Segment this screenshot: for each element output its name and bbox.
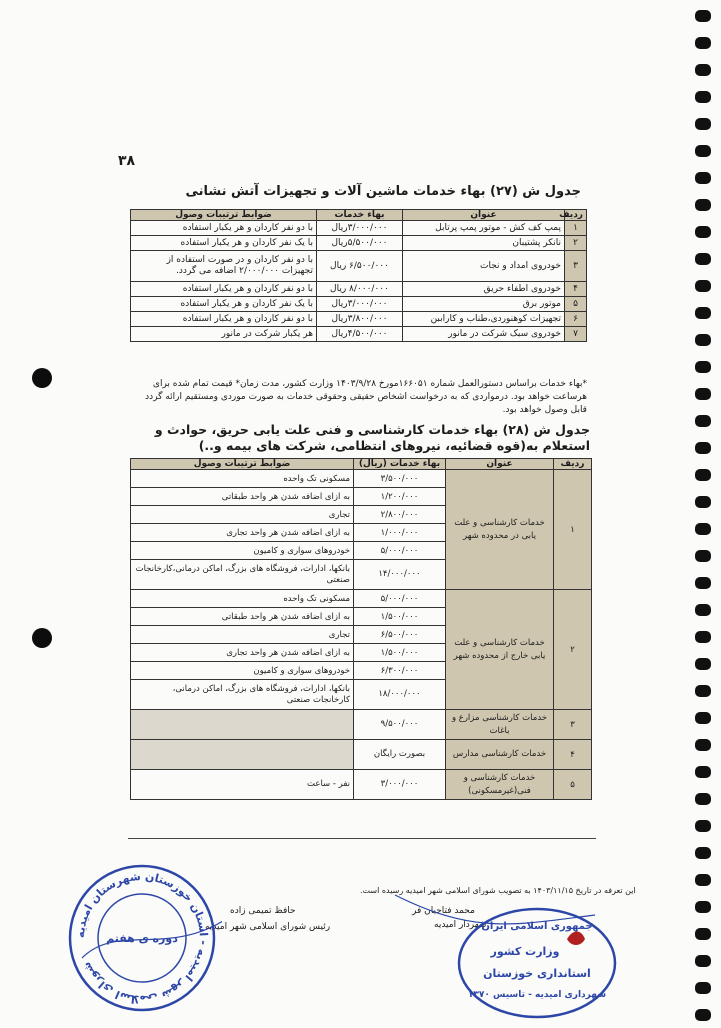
- spiral-loop: [695, 766, 711, 778]
- table27-header: [131, 210, 587, 221]
- spiral-loop: [695, 307, 711, 319]
- row-number: ۳: [565, 251, 587, 282]
- row-price: ۵/۵۰۰/۰۰۰ریال: [317, 236, 403, 251]
- spiral-loop: [695, 550, 711, 562]
- spiral-loop: [695, 253, 711, 265]
- spiral-loop: [695, 793, 711, 805]
- spiral-loop: [695, 145, 711, 157]
- row-title: نانکر پشتیبان: [403, 236, 565, 251]
- spiral-loop: [695, 658, 711, 670]
- row-terms: مسکونی تک واحده: [131, 590, 354, 608]
- row-price: ۱/۲۰۰/۰۰۰: [354, 488, 446, 506]
- table27-note: *بهاء خدمات براساس دستورالعمل شماره ۱۶۶۰۵۱مورخ ۱۴۰۳/۹/۲۸ وزارت کشور، مدت زمان* قیمت تمام شده برای هرساعت خواهد بود. درمواردی که به درخواست اشخاص حقیقی وحقوقی خدمات به صورت موردی ومستقیم ارائه گردد قابل وصول خواهد بود.: [145, 379, 587, 415]
- row-price: ۳/۰۰۰/۰۰۰: [354, 770, 446, 800]
- group-number: ۵: [554, 770, 592, 800]
- spiral-loop: [695, 280, 711, 292]
- table28-header: [131, 459, 592, 470]
- row-price: ۱۴/۰۰۰/۰۰۰: [354, 560, 446, 590]
- row-terms: به ازای اضافه شدن هر واحد طبقاتی: [131, 608, 354, 626]
- row-title: خودروی سبک شرکت در مانور: [403, 327, 565, 342]
- table28-row: [131, 470, 592, 488]
- row-price: ۳/۰۰۰/۰۰۰ریال: [317, 221, 403, 236]
- group-number: ۱: [554, 470, 592, 590]
- table27-row: [131, 297, 587, 312]
- spiral-loop: [695, 388, 711, 400]
- row-price: ۵/۰۰۰/۰۰۰: [354, 590, 446, 608]
- page-number: ۳۸: [118, 153, 136, 169]
- row-price: ۲/۸۰۰/۰۰۰: [354, 506, 446, 524]
- row-terms: تجاری: [131, 506, 354, 524]
- svg-text:وزارت کشور: وزارت کشور: [490, 945, 560, 958]
- spiral-loop: [695, 928, 711, 940]
- spiral-loop: [695, 820, 711, 832]
- mayor-name: محمد فتاحیان فر: [412, 906, 475, 916]
- table28-title: جدول ش (۲۸) بهاء خدمات کارشناسی و فنی علت یابی حریق، حوادث و استعلام به(قوه قضائیه، نیروهای انتظامی، شرکت های بیمه و..): [154, 422, 590, 453]
- table27: [130, 209, 587, 342]
- row-title: موتور برق: [403, 297, 565, 312]
- spiral-loop: [695, 739, 711, 751]
- spiral-loop: [695, 496, 711, 508]
- punch-hole: [32, 368, 52, 388]
- row-number: ۶: [565, 312, 587, 327]
- group-title: خدمات کارشناسی و فنی(غیرمسکونی): [446, 770, 554, 800]
- group-title: خدمات کارشناسی مدارس: [446, 740, 554, 770]
- row-terms: مسکونی تک واحده: [131, 470, 354, 488]
- row-terms: با دو نفر کاردان و هر یکبار استفاده: [131, 312, 317, 327]
- row-price: ۴/۵۰۰/۰۰۰ریال: [317, 327, 403, 342]
- row-terms: خودروهای سواری و کامیون: [131, 542, 354, 560]
- table28-header-cell: عنوان: [446, 459, 554, 470]
- table28-row: [131, 740, 592, 770]
- spiral-loop: [695, 523, 711, 535]
- spiral-loop: [695, 64, 711, 76]
- row-price: ۱۸/۰۰۰/۰۰۰: [354, 680, 446, 710]
- row-price: ۸/۰۰۰/۰۰۰ ریال: [317, 282, 403, 297]
- table27-header-cell: ضوابط ترتیبات وصول: [131, 210, 317, 221]
- row-price: ۹/۵۰۰/۰۰۰: [354, 710, 446, 740]
- table27-title: جدول ش (۲۷) بهاء خدمات ماشین آلات و تجهیزات آتش نشانی: [185, 184, 581, 199]
- spiral-loop: [695, 712, 711, 724]
- row-terms: با یک نفر کاردان و هر یکبار استفاده: [131, 297, 317, 312]
- spiral-loop: [695, 847, 711, 859]
- table27-row: [131, 312, 587, 327]
- spiral-loop: [695, 1009, 711, 1021]
- row-number: ۱: [565, 221, 587, 236]
- council-chair-name: حافظ تمیمی زاده: [230, 906, 296, 916]
- punch-hole: [32, 628, 52, 648]
- table27-header-cell: بهاء خدمات: [317, 210, 403, 221]
- row-price: ۱/۰۰۰/۰۰۰: [354, 524, 446, 542]
- row-terms: بانکها، ادارات، فروشگاه های بزرگ، اماکن درمانی،کارخانجات صنعتی: [131, 560, 354, 590]
- table27-row: [131, 236, 587, 251]
- row-terms: تجاری: [131, 626, 354, 644]
- row-terms: با دو نفر کاردان و هر یکبار استفاده: [131, 282, 317, 297]
- group-number: ۳: [554, 710, 592, 740]
- spiral-loop: [695, 982, 711, 994]
- row-terms: [131, 710, 354, 740]
- table27-row: [131, 282, 587, 297]
- spiral-loop: [695, 631, 711, 643]
- spiral-loop: [695, 685, 711, 697]
- spiral-loop: [695, 118, 711, 130]
- spiral-loop: [695, 955, 711, 967]
- row-price: ۱/۵۰۰/۰۰۰: [354, 644, 446, 662]
- council-stamp: [62, 858, 222, 1018]
- svg-text:شورای اسلامی شهر امیدیه - استا: شورای اسلامی شهر امیدیه - استان خوزستان شهرستان امیدیه: [73, 869, 211, 1007]
- row-number: ۷: [565, 327, 587, 342]
- spiral-binding: [683, 0, 721, 1024]
- spiral-loop: [695, 874, 711, 886]
- row-terms: با دو نفر کاردان و در صورت استفاده از تجهیزات ۲/۰۰۰/۰۰۰ اضافه می گردد.: [131, 251, 317, 282]
- table28-row: [131, 770, 592, 800]
- row-number: ۵: [565, 297, 587, 312]
- spiral-loop: [695, 37, 711, 49]
- row-title: تجهیزات کوهنوردی،طناب و کاراببن: [403, 312, 565, 327]
- row-terms: خودروهای سواری و کامیون: [131, 662, 354, 680]
- row-terms: نفر - ساعت: [131, 770, 354, 800]
- table28-header-cell: ضوابط ترتیبات وصول: [131, 459, 354, 470]
- table27-row: [131, 327, 587, 342]
- spiral-loop: [695, 91, 711, 103]
- row-terms: با یک نفر کاردان و هر یکبار استفاده: [131, 236, 317, 251]
- svg-text:استانداری خوزستان: استانداری خوزستان: [483, 967, 591, 980]
- row-price: ۵/۰۰۰/۰۰۰: [354, 542, 446, 560]
- svg-text:جمهوری اسلامی ایران: جمهوری اسلامی ایران: [481, 921, 593, 932]
- row-terms: با دو نفر کاردان و هر یکبار استفاده: [131, 221, 317, 236]
- spiral-loop: [695, 604, 711, 616]
- row-terms: به ازای اضافه شدن هر واحد تجاری: [131, 524, 354, 542]
- row-terms: [131, 740, 354, 770]
- row-price: ۳/۰۰۰/۰۰۰ریال: [317, 297, 403, 312]
- spiral-loop: [695, 10, 711, 22]
- table28: [130, 458, 592, 800]
- table28-header-cell: ردیف: [554, 459, 592, 470]
- row-terms: بانکها، ادارات، فروشگاه های بزرگ، اماکن درمانی، کارخانجات صنعتی: [131, 680, 354, 710]
- group-number: ۴: [554, 740, 592, 770]
- row-price: بصورت رایگان: [354, 740, 446, 770]
- group-number: ۲: [554, 590, 592, 710]
- svg-text:شهرداری امیدیه - تاسیس ۱۳۷۰: شهرداری امیدیه - تاسیس ۱۳۷۰: [467, 990, 607, 1000]
- row-title: پمپ کف کش - موتور پمپ پرتابل: [403, 221, 565, 236]
- table28-row: [131, 710, 592, 740]
- row-terms: هر یکبار شرکت در مانور: [131, 327, 317, 342]
- svg-text:دوره ی هفتم: دوره ی هفتم: [106, 932, 178, 945]
- municipality-stamp: [455, 905, 620, 1023]
- spiral-loop: [695, 901, 711, 913]
- row-number: ۴: [565, 282, 587, 297]
- spiral-loop: [695, 442, 711, 454]
- table27-header-cell: ردیف: [565, 210, 587, 221]
- row-price: ۶/۵۰۰/۰۰۰ ریال: [317, 251, 403, 282]
- row-title: خودروی اطفاء حریق: [403, 282, 565, 297]
- group-title: خدمات کارشناسی و علت یابی خارج از محدوده شهر: [446, 590, 554, 710]
- approval-text: این تعرفه در تاریخ ۱۴۰۳/۱۱/۱۵ به تصویب شورای اسلامی شهر امیدیه رسیده است.: [360, 886, 636, 895]
- row-terms: به ازای اضافه شدن هر واحد طبقاتی: [131, 488, 354, 506]
- spiral-loop: [695, 415, 711, 427]
- row-price: ۱/۵۰۰/۰۰۰: [354, 608, 446, 626]
- spiral-loop: [695, 469, 711, 481]
- mayor-title: شهردار امیدیه: [434, 920, 487, 930]
- council-chair-title: رئیس شورای اسلامی شهر امیدیه: [205, 922, 331, 932]
- row-price: ۶/۳۰۰/۰۰۰: [354, 662, 446, 680]
- row-price: ۳/۸۰۰/۰۰۰ریال: [317, 312, 403, 327]
- spiral-loop: [695, 199, 711, 211]
- spiral-loop: [695, 172, 711, 184]
- group-title: خدمات کارشناسی و علت یابی در محدوده شهر: [446, 470, 554, 590]
- spiral-loop: [695, 334, 711, 346]
- divider: [128, 838, 596, 839]
- row-terms: به ازای اضافه شدن هر واحد تجاری: [131, 644, 354, 662]
- spiral-loop: [695, 577, 711, 589]
- table27-row: [131, 251, 587, 282]
- table28-row: [131, 590, 592, 608]
- row-price: ۳/۵۰۰/۰۰۰: [354, 470, 446, 488]
- spiral-loop: [695, 226, 711, 238]
- row-title: خودروی امداد و نجات: [403, 251, 565, 282]
- group-title: خدمات کارشناسی مزارع و باغات: [446, 710, 554, 740]
- row-number: ۲: [565, 236, 587, 251]
- table28-header-cell: بهاء خدمات (ریال): [354, 459, 446, 470]
- table27-header-cell: عنوان: [403, 210, 565, 221]
- row-price: ۶/۵۰۰/۰۰۰: [354, 626, 446, 644]
- table27-row: [131, 221, 587, 236]
- spiral-loop: [695, 361, 711, 373]
